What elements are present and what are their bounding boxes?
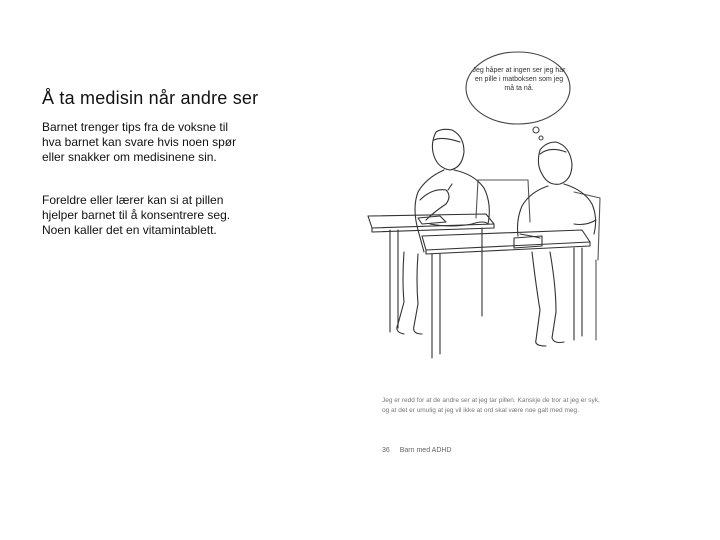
left-student (432, 129, 464, 170)
paragraph-explanation: Foreldre eller lærer kan si at pillen hjelper barnet til å konsentrere seg. Noen kaller det en vitamintablett. (42, 193, 231, 237)
page-title: Å ta medisin når andre ser (42, 88, 259, 108)
right-student (538, 142, 572, 184)
book-title: Barn med ADHD (399, 447, 452, 454)
book-footer (382, 447, 452, 454)
speech-bubble-text: Jeg håper at ingen ser jeg har en pille i matboksen som jeg må ta nå. (472, 67, 566, 92)
illustration-caption: Jeg er redd for at de andre ser at jeg tar pillen. Kanskje de tror at jeg er syk, og at det er umulig at jeg vil ikke at ord skal være noe galt med meg. (382, 397, 600, 414)
left-desk (368, 214, 494, 228)
paragraph-tips: Barnet trenger tips fra de voksne til hva barnet kan svare hvis noen spør eller snakker om medisinene sin. (42, 120, 237, 164)
page-number: 36 (382, 447, 390, 454)
